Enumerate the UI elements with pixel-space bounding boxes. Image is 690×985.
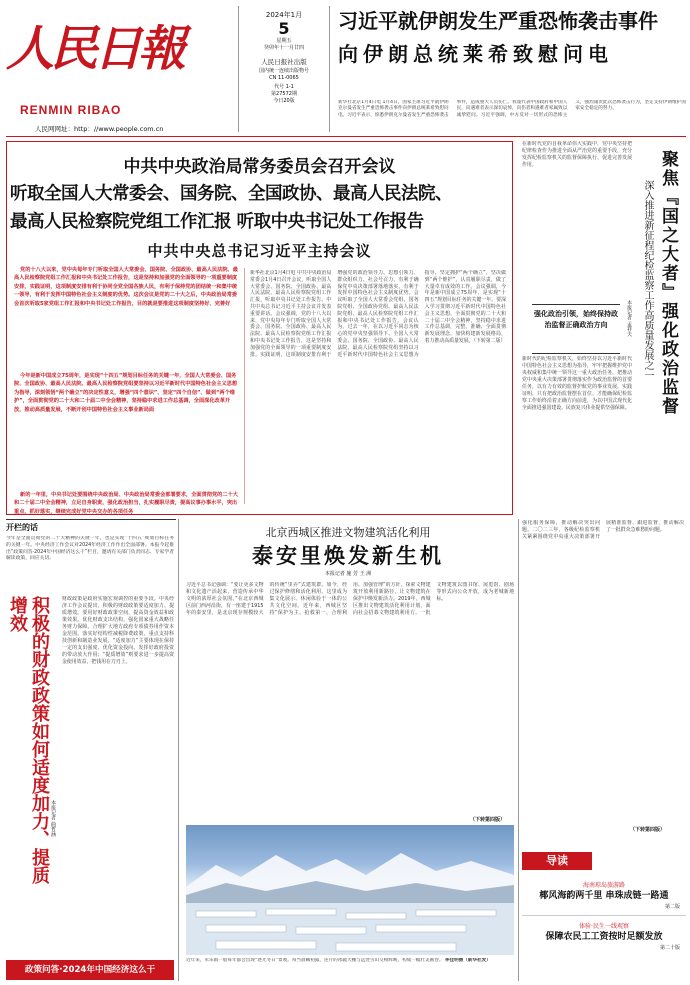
top-headline-line1: 习近平就伊朗发生严重恐怖袭击事件 [338, 9, 658, 33]
logo-text: 人民日報 [6, 21, 183, 77]
feature-photo [186, 825, 514, 955]
guide-item-1-title: 椰风海韵两千里 串珠成链一路通 [539, 891, 669, 901]
cn-number: CN 11-0065 [269, 75, 299, 81]
masthead-website: 人民网网址：http：//www.people.com.cn [35, 125, 164, 133]
guide-item-2-page: 第二十版 [659, 945, 680, 951]
left-headline: 积极的财政政策如何适度加力、提质增效 [7, 596, 50, 884]
masthead-divider [6, 136, 686, 137]
right-intro: 在新时代党的自我革命伟大实践中，党中央坚持把纪律检查作为推进全面从严治党的重要手段，充分发挥纪检监察机关的监督保障执行、促进完善发展作用。 [522, 141, 632, 168]
lead-kicker: 中共中央政治局常务委员会召开会议 [123, 157, 396, 177]
guide-item-1[interactable] [522, 880, 686, 910]
feature-subtitle: 深入推进新征程纪检监察工作高质量发展之一 [642, 180, 653, 380]
date-day: 5 [278, 19, 290, 38]
issue-number: 第27572期 [271, 91, 297, 97]
feature-headline: 泰安里焕发新生机 [252, 544, 444, 568]
guide-item-2[interactable] [522, 921, 686, 951]
feature-kicker: 北京西城区推进文物建筑活化利用 [265, 526, 431, 539]
publisher: 人民日报社出版 [261, 58, 307, 66]
left-body: 财政政策是政府实施宏观调控的重要手段。中央经济工作会议提出，积极的财政政策要适度加力、提质增效。要用好财政政策空间，提高资金效益和政策效果。优化财政支出结构，强化国家重大战略任务财力保障。合理扩大地方政府专项债券用作资本金范围。落实好结构性减税降费政策，重点支持科技创新和制造业发展。“适度加力”主要体现在保持一定的支出强度、优化资金投向、发挥好政府投资的带动放大作用；“提质增效”则要求进一步提高资金使用效益，把钱用在刀刃上。 [62, 596, 174, 665]
guide-item-2-title: 保障农民工工资按时足额发放 [545, 932, 663, 942]
left-body-lower [6, 900, 174, 956]
left-top-rule [6, 519, 176, 520]
guide-title-bar [522, 852, 592, 870]
lead-divider [244, 268, 245, 504]
left-section: 开栏的话 [6, 523, 38, 532]
lead-headline-2: 最高人民检察院党组工作汇报 听取中央书记处工作报告 [10, 212, 424, 232]
photo-caption [186, 958, 514, 982]
guide-divider [522, 915, 686, 916]
left-intro: 今年是全面贯彻党的二十大精神的关键一年，也是实现“十四五”规划目标任务的关键一年。中央经济工作会议对2024年经济工作作出全面部署。本报今起推出“政策问答·2024年中国经济这么干”栏目，邀请有关部门负责同志、专家学者解读政策，回应关切。 [6, 536, 174, 562]
masthead-logo [6, 6, 202, 96]
feature-continued: （下转第四版） [470, 817, 506, 823]
photo-caption-text: 近年来，永乐镇一般每年都会出现“逐光冬日”景观。每当晨曦初露，连片的冰蔬大棚与远处雪山交相辉映，构成一幅壮美画卷。 [186, 958, 444, 963]
feature-byline: 本报记者 施 芳 王 洲 [324, 571, 372, 577]
guide-item-1-page: 第二版 [664, 904, 680, 910]
bullet-3: 新的一年里，中央书记处要围绕中央政治局、中央政治局常委会部署要求，全面贯彻党的二十大和二十届二中全会精神，立足自身职责，强化政治担当，扎实履职尽责，提高议事办事水平，突出重点，抓好落实，继续完成好党中央交办的各项任务 [14, 492, 238, 515]
date-lunar: 癸卯年十一月廿四 [263, 45, 304, 51]
top-story-text: 新华社北京1月4日电 1月4日，国家主席习近平就伊朗克尔曼省发生严重恐怖袭击事件向伊朗总统莱希致慰问电。习近平表示，惊悉伊朗克尔曼省发生严重恐怖袭击事件，造成重大人员伤亡。我谨代表中国政府和中国人民，向遇难者表示深切哀悼，向伤者和遇难者家属致以诚挚慰问。习近平强调，中方反对一切形式的恐怖主义，强烈谴责此次恐怖袭击行为，坚定支持伊朗维护国家安全稳定的努力。 [338, 100, 686, 118]
date-year-month: 2024年1月 [265, 11, 303, 19]
issn-label: 国内统一连续出版物号 [258, 68, 309, 74]
bullet-2: 今年是新中国成立75周年，是实现“十四五”规划目标任务的关键一年，全国人大常委会、国务院、全国政协、最高人民法院、最高人民检察院党组要坚持以习近平新时代中国特色社会主义思想为指导，深刻领悟“两个确立”的决定性意义，增强“四个意识”、坚定“四个自信”、做到“两个维护”，全面贯彻党的二十大和二十届二中全会精神，坚持稳中求进工作总基调，全面深化改革开放，推动高质量发展，不断开创中国特色社会主义事业新局面 [14, 373, 238, 413]
masthead-pinyin: RENMIN RIBAO [20, 103, 122, 117]
lead-headline-1: 听取全国人大常委会、国务院、全国政协、最高人民法院、 [10, 184, 452, 204]
photo-scene [186, 825, 514, 955]
center-right-divider [518, 519, 519, 981]
top-headline [338, 6, 686, 72]
right-continued: （下转第四版） [630, 827, 666, 833]
right-box [532, 304, 620, 354]
right-byline: 本报记者 孟祥夫 [626, 300, 632, 337]
feature-body: 习近平总书记强调：“要让更多文物和文化遗产活起来，营造传承中华文明的浓厚社会氛围。”在北京西城区前门西河沿街，有一座建于1915年的泰安里，是北京现存规模较大的传统“里弄”式建筑群。如今，经过保护修缮和活化利用，这里成为集文化展示、休闲体验于一体的公共文化空间。近年来，西城区坚持“保护为主、抢救第一、合理利用、加强管理”的方针，探索文物建筑开放利用新路径，让文物建筑在保护中焕发新活力。2019年，西城区推出文物建筑活化利用计划，面向社会招募文物建筑利用方。一批文物建筑以图书馆、展览馆、剧场等形式向公众开放，成为老城新地标。 [186, 582, 514, 616]
guide-item-1-kicker: 海南琼岛旅游路 [582, 882, 625, 889]
lead-subhead: 中共中央总书记习近平主持会议 [147, 242, 372, 260]
left-byline: 本报记者 曲哲涵 [50, 800, 56, 837]
guide-box [522, 852, 686, 982]
lead-body: 新华社北京1月4日电 中共中央政治局常委会1月4日召开会议，听取全国人大常委会、国务院、全国政协、最高人民法院、最高人民检察院党组工作汇报，听取中央书记处工作报告。中共中央总书记习近平主持会议并发表重要讲话。会议强调，党的十八大以来，党中央每年专门听取全国人大常委会、国务院、全国政协、最高人民法院、最高人民检察院党组工作汇报和中央书记处工作报告，这是坚持和加强党的全面领导的一项重要制度安排。实践证明，这项制度安排有利于增强党的政治领导力、思想引领力、群众组织力、社会号召力，有利于确保党中央决策部署落地落实，有利于发挥中国特色社会主义制度优势。会议听取了全国人大常委会党组、国务院党组、全国政协党组、最高人民法院党组、最高人民检察院党组工作汇报和中央书记处工作报告。会议认为，过去一年，在以习近平同志为核心的党中央坚强领导下，全国人大常委会、国务院、全国政协、最高人民法院、最高人民检察院党组坚持以习近平新时代中国特色社会主义思想为指导，坚定拥护“两个确立”，坚决做到“两个维护”，认真履职尽责，做了大量卓有成效的工作。会议强调，今年是新中国成立75周年，是实现“十四五”规划目标任务的关键一年。要深入学习贯彻习近平新时代中国特色社会主义思想，全面贯彻党的二十大和二十届二中全会精神，坚持稳中求进工作总基调，完整、准确、全面贯彻新发展理念，加快构建新发展格局，着力推动高质量发展。（下转第二版） [250, 270, 506, 358]
code-number: 代号 1-1 [274, 84, 294, 90]
top-headline-line2: 向伊朗总统莱希致慰问电 [338, 42, 613, 66]
left-column-divider [178, 519, 179, 981]
left-banner-text: 政策问答·2024年中国经济这么干 [24, 965, 156, 975]
right-body-1: 新时代的纪检监察机关，始终坚持以习近平新时代中国特色社会主义思想为指导，牢牢把握维护党中央权威和集中统一领导这一重大政治任务，把推动党中央重大决策部署贯彻落实作为政治监督的首要任务，以有力有效的监督护航党的事业发展。实践证明，只有把政治监督摆在首位，才能确保纪检监察工作始终沿着正确方向前进，为以中国式现代化全面推进强国建设、民族复兴伟业提供坚强保障。 [522, 356, 632, 411]
guide-title: 导读 [546, 854, 568, 867]
photo-credit: 李佳明摄（新华社发） [444, 958, 491, 963]
bullet-1: 党的十八大以来，党中央每年专门听取全国人大常委会、国务院、全国政协、最高人民法院、最高人民检察院党组工作汇报和中央书记处工作报告，这是坚持和加强党的全面领导的一项重要制度安排，实践证明，这项制度安排有利于协同全党全国各族人民，有利于保持党的团结统一和集中统一领导，有利于发挥中国特色社会主义制度的优势。这次会议是党的二十大之后，中央政治局常委会首次听取5家党组工作汇报和中央书记处工作报告，目的就是要推进这项制度坚持好、完善好 [14, 267, 238, 307]
feature-title: 聚焦『国之大者』强化政治监督 [658, 150, 678, 416]
date-box [238, 6, 330, 132]
left-banner [6, 960, 174, 980]
lead-bullets [14, 266, 240, 533]
right-body-2: 强化服务保障，推动解决突出问题。二〇二三年，各级纪检监察机关紧紧围绕党中央重大决策部署开展精准监督、跟进监督，推动解决了一批群众急难愁盼问题。 [522, 520, 684, 540]
guide-item-2-kicker: 体验·民生一线观察 [579, 923, 629, 930]
page-count: 今日20版 [273, 98, 295, 104]
right-box-title: 强化政治引领，始终保持政治监督正确政治方向 [534, 310, 618, 329]
date-weekday: 星期五 [276, 38, 292, 44]
